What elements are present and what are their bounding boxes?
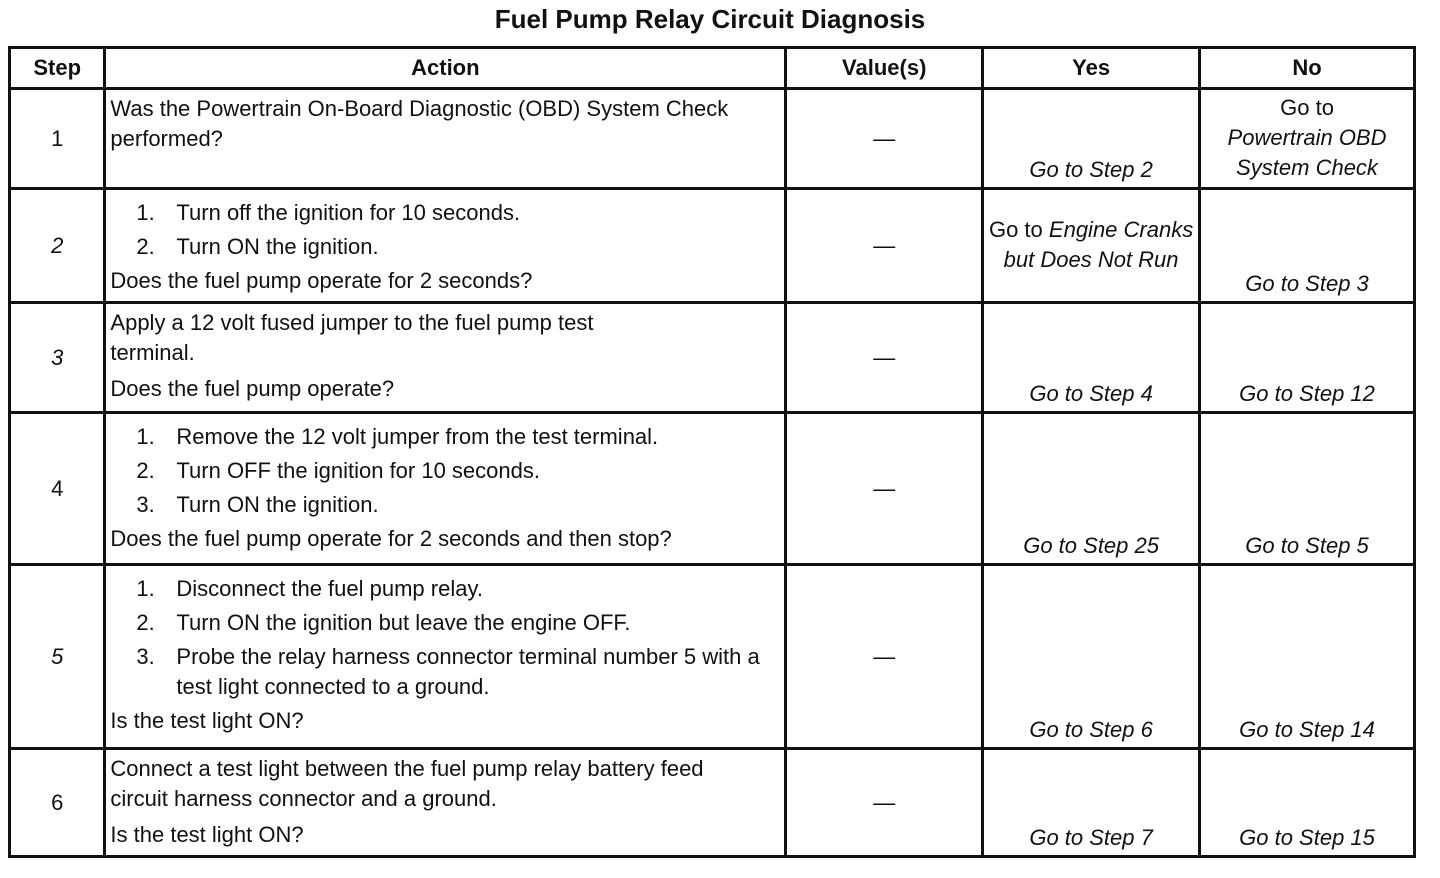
yes-prefix: Go to: [988, 216, 1043, 242]
value-cell: —: [786, 565, 983, 749]
no-cell[interactable]: Go to Step 5: [1200, 413, 1415, 565]
table-row: [10, 565, 1415, 749]
question-text: Does the fuel pump operate?: [110, 376, 395, 401]
action-text: Was the Powertrain On-Board Diagnostic (OBD) System Check performed?: [110, 96, 729, 151]
no-prefix: Go to: [1280, 94, 1334, 120]
no-cell[interactable]: Go to Step 12: [1200, 303, 1415, 413]
list-item: 1. Turn off the ignition for 10 seconds.: [136, 200, 521, 225]
yes-link[interactable]: Engine Cranks but Does Not Run: [1003, 216, 1194, 272]
question-text: Is the test light ON?: [110, 822, 304, 847]
yes-cell[interactable]: Go to Step 4: [983, 303, 1200, 413]
step-number: 1: [10, 89, 105, 189]
step-number: 5: [10, 565, 105, 749]
value-cell: —: [786, 749, 983, 857]
value-cell: —: [786, 413, 983, 565]
no-link[interactable]: Powertrain OBD System Check: [1227, 124, 1387, 180]
no-cell[interactable]: Go to Step 14: [1200, 565, 1415, 749]
yes-cell[interactable]: Go to Step 6: [983, 565, 1200, 749]
value-cell: —: [786, 303, 983, 413]
question-text: Does the fuel pump operate for 2 seconds?: [110, 268, 533, 293]
no-cell[interactable]: Go to Step 15: [1200, 749, 1415, 857]
action-text: Connect a test light between the fuel pump relay battery feed circuit harness connector and a ground.: [110, 756, 704, 811]
header-step: Step: [10, 48, 105, 89]
table-row: [10, 189, 1415, 303]
table-header-row: [10, 48, 1415, 89]
action-cell: [105, 413, 786, 565]
list-item: 1. Remove the 12 volt jumper from the test terminal.: [136, 424, 659, 449]
step-number: 2: [10, 189, 105, 303]
no-cell: [1200, 89, 1415, 189]
list-item: 2. Turn ON the ignition but leave the engine OFF.: [136, 610, 631, 635]
step-number: 6: [10, 749, 105, 857]
page-title: Fuel Pump Relay Circuit Diagnosis: [494, 4, 926, 34]
header-yes: Yes: [983, 48, 1200, 89]
yes-cell: [983, 189, 1200, 303]
yes-cell[interactable]: Go to Step 7: [983, 749, 1200, 857]
action-cell: [105, 189, 786, 303]
step-number: 3: [10, 303, 105, 413]
list-item: 2. Turn ON the ignition.: [136, 234, 379, 259]
header-value: Value(s): [786, 48, 983, 89]
list-item: 2. Turn OFF the ignition for 10 seconds.: [136, 458, 540, 483]
action-cell: [105, 565, 786, 749]
step-number: 4: [10, 413, 105, 565]
value-cell: —: [786, 89, 983, 189]
action-cell: [105, 749, 786, 857]
table-row: [10, 89, 1415, 189]
diagnosis-table: [8, 46, 1416, 858]
no-cell[interactable]: Go to Step 3: [1200, 189, 1415, 303]
list-item: 3. Probe the relay harness connector terminal number 5 with a test light connected to a ground.: [136, 644, 760, 699]
yes-cell: Go to Step 2: [983, 89, 1200, 189]
table-row: [10, 303, 1415, 413]
action-cell: [105, 303, 786, 413]
value-cell: —: [786, 189, 983, 303]
list-item: 3. Turn ON the ignition.: [136, 492, 379, 517]
yes-cell[interactable]: Go to Step 25: [983, 413, 1200, 565]
action-cell: [105, 89, 786, 189]
header-no: No: [1200, 48, 1415, 89]
question-text: Does the fuel pump operate for 2 seconds and then stop?: [110, 526, 672, 551]
list-item: 1. Disconnect the fuel pump relay.: [136, 576, 483, 601]
question-text: Is the test light ON?: [110, 708, 304, 733]
table-row: [10, 413, 1415, 565]
table-row: [10, 749, 1415, 857]
action-text: Apply a 12 volt fused jumper to the fuel pump test terminal.: [110, 310, 594, 365]
header-action: Action: [105, 48, 786, 89]
